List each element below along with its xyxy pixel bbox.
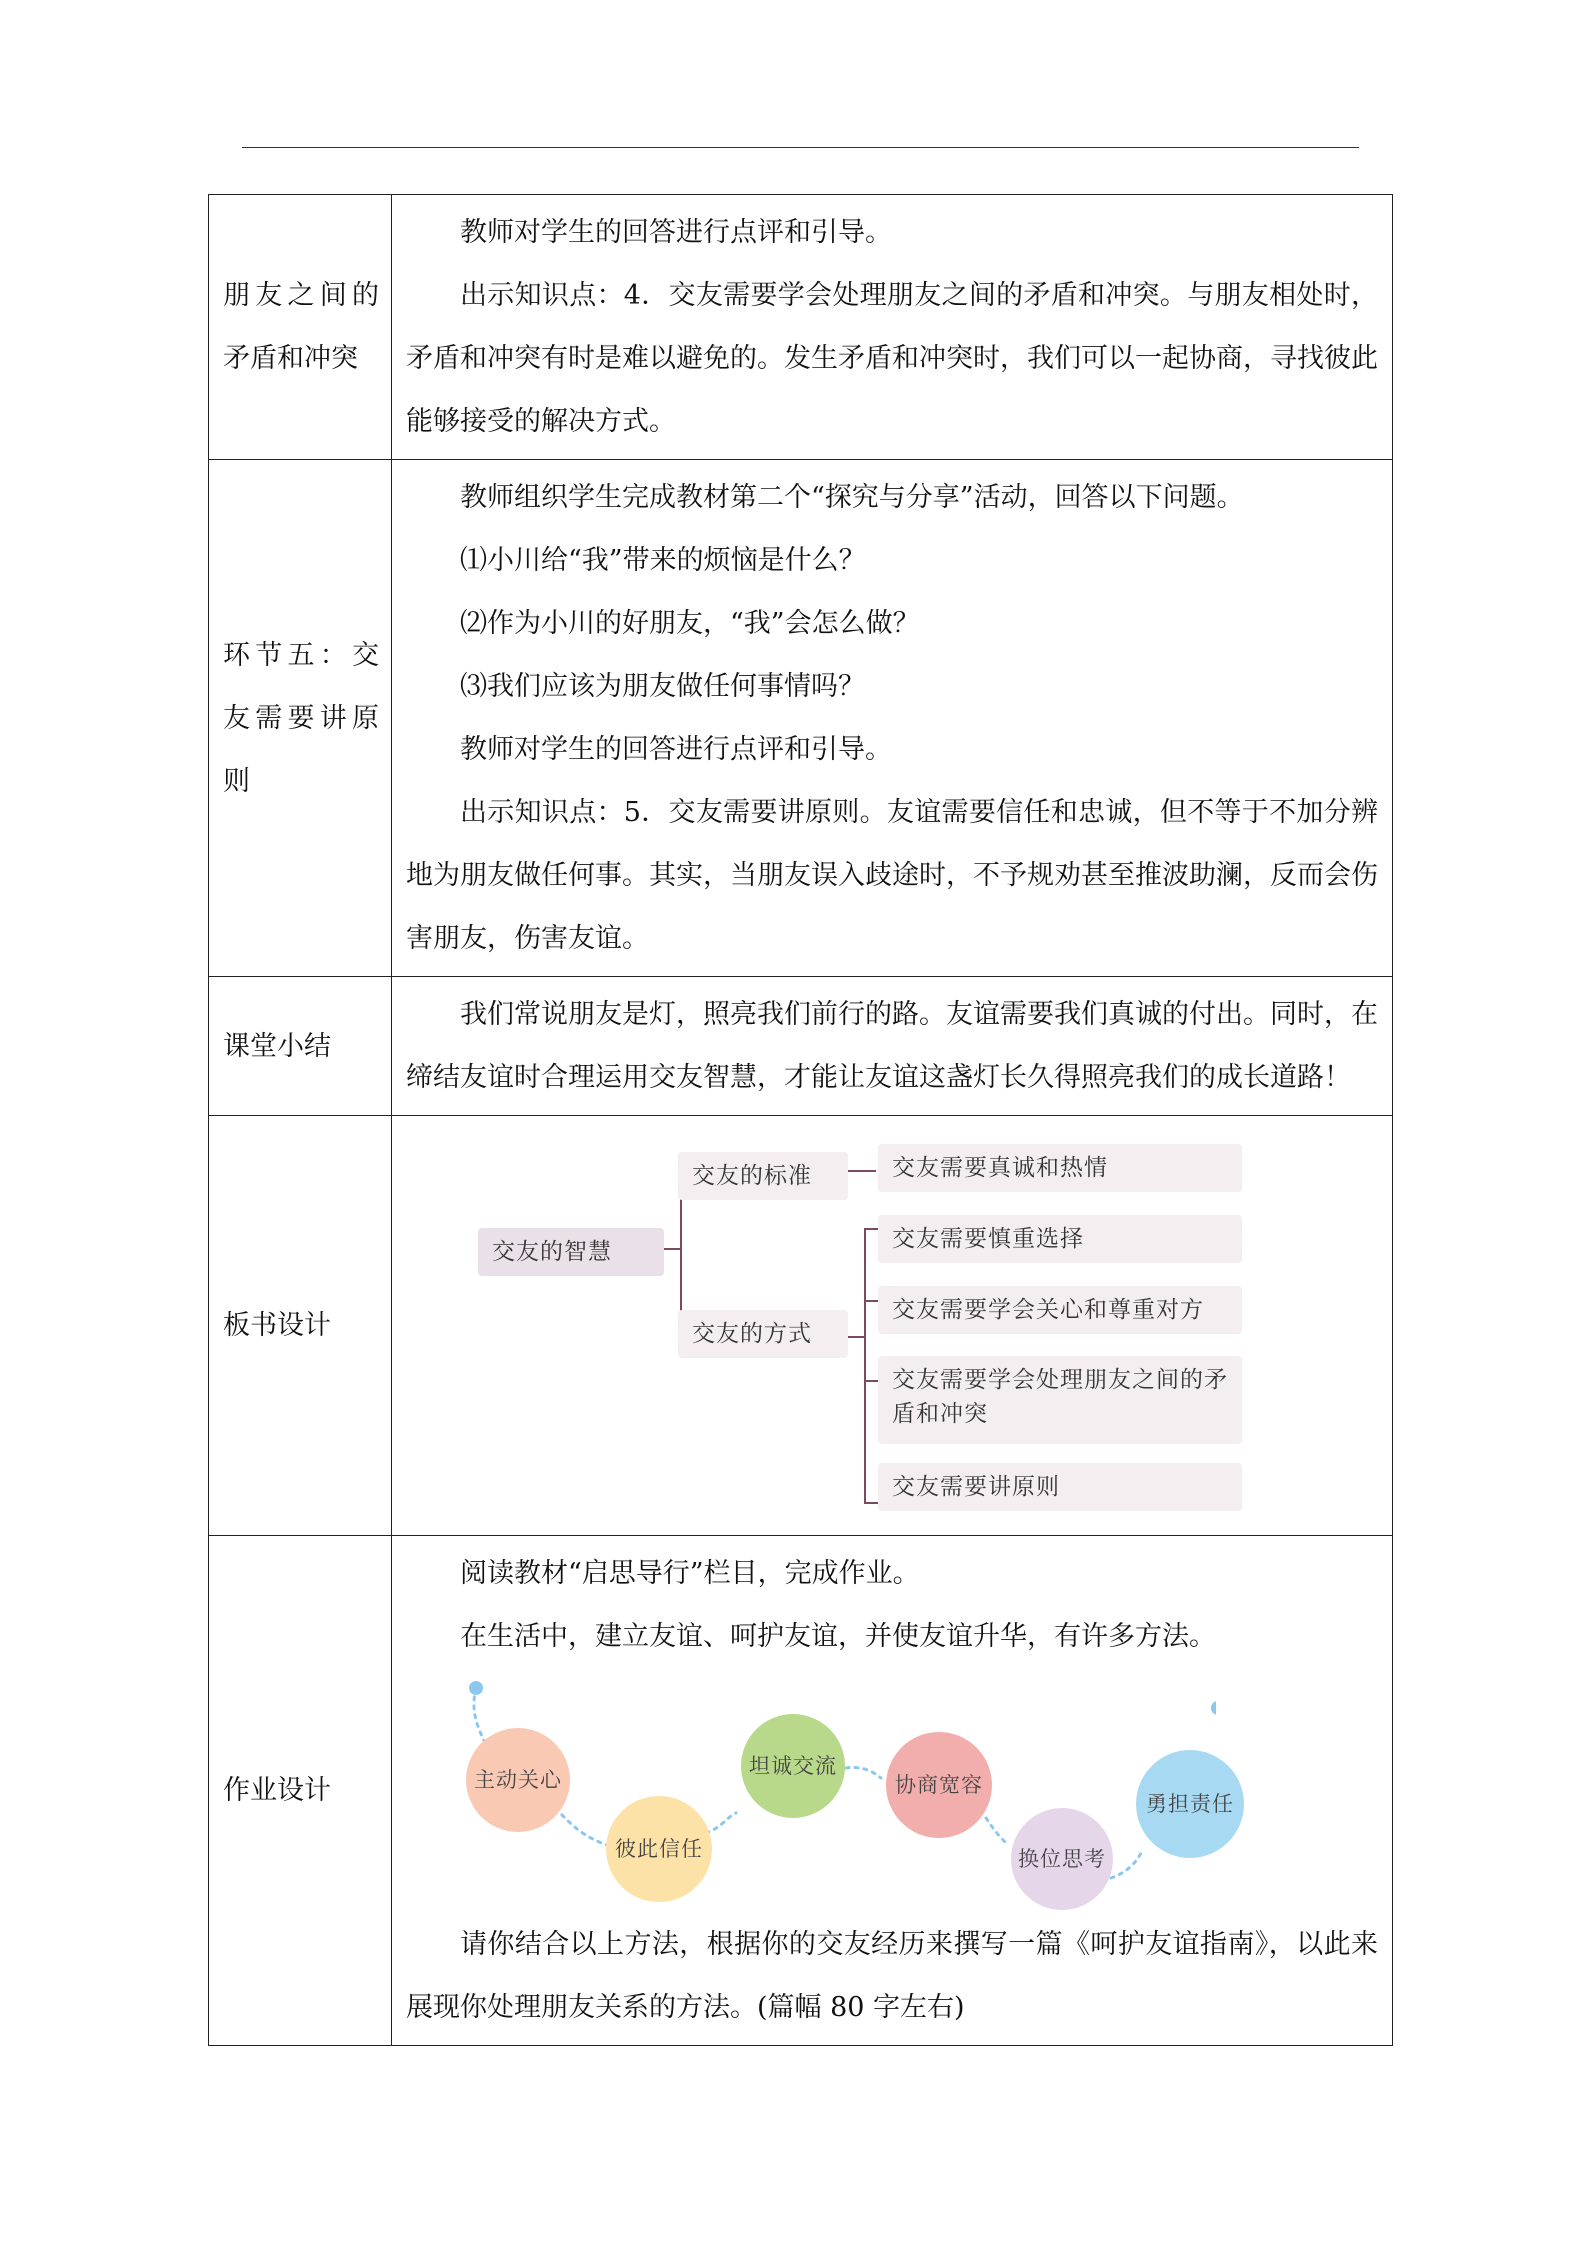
table-row — [209, 195, 1393, 460]
connector-line — [864, 1300, 878, 1302]
paragraph: 阅读教材“启思导行”栏目，完成作业。 — [460, 1558, 920, 1589]
paragraph: 出示知识点：5．交友需要讲原则。友谊需要信任和忠诚，但不等于不加分辨地为朋友做任何事。其实，当朋友误入歧途时，不予规劝甚至推波助澜，反而会伤害朋友，伤害友谊。 — [406, 797, 1378, 954]
row-label: 课堂小结 — [209, 977, 392, 1116]
connector-line — [864, 1502, 878, 1504]
mindmap-root: 交友的智慧 — [478, 1228, 664, 1276]
mindmap-leaf: 交友需要慎重选择 — [878, 1215, 1242, 1263]
bubble-item: 协商宽容 — [886, 1732, 992, 1838]
lesson-plan-table — [208, 194, 1393, 2046]
board-design — [392, 1116, 1393, 1536]
row-content — [392, 1536, 1393, 2046]
row-content — [392, 460, 1393, 977]
connector-line — [664, 1248, 680, 1250]
paragraph: 教师对学生的回答进行点评和引导。 — [460, 217, 892, 248]
row-content — [392, 195, 1393, 460]
mindmap-branch: 交友的方式 — [678, 1310, 848, 1358]
table-row — [209, 460, 1393, 977]
table-row — [209, 977, 1393, 1116]
bubble-item: 勇担责任 — [1136, 1750, 1244, 1858]
method-bubbles — [406, 1668, 1378, 1913]
question-item: ⑵作为小川的好朋友，“我”会怎么做？ — [460, 608, 920, 639]
mindmap-leaf: 交友需要讲原则 — [878, 1463, 1242, 1511]
connector-line — [848, 1336, 864, 1338]
row-label: 板书设计 — [209, 1116, 392, 1536]
bubble-item: 彼此信任 — [606, 1796, 712, 1902]
paragraph: 教师组织学生完成教材第二个“探究与分享”活动，回答以下问题。 — [460, 482, 1244, 513]
connector-line — [848, 1170, 876, 1172]
bubble-item: 坦诚交流 — [741, 1714, 845, 1818]
paragraph: 在生活中，建立友谊、呵护友谊，并使友谊升华，有许多方法。 — [460, 1621, 1216, 1652]
row-label: 作业设计 — [209, 1536, 392, 2046]
question-item: ⑴小川给“我”带来的烦恼是什么？ — [460, 545, 866, 576]
header-rule — [242, 147, 1359, 148]
paragraph: 请你结合以上方法，根据你的交友经历来撰写一篇《呵护友谊指南》，以此来展现你处理朋友关系的方法。(篇幅 80 字左右) — [406, 1929, 1378, 2023]
row-label: 环节五：交友需要讲原则 — [209, 460, 392, 977]
table-row — [209, 1116, 1393, 1536]
mindmap-leaf: 交友需要学会处理朋友之间的矛盾和冲突 — [878, 1356, 1242, 1444]
table-row — [209, 1536, 1393, 2046]
connector-line — [864, 1380, 878, 1382]
mindmap — [392, 1118, 1392, 1533]
mindmap-leaf: 交友需要真诚和热情 — [878, 1144, 1242, 1192]
connector-line — [864, 1228, 878, 1230]
connector-line — [864, 1228, 866, 1504]
row-content — [392, 977, 1393, 1116]
paragraph: 教师对学生的回答进行点评和引导。 — [460, 734, 892, 765]
bubble-item: 主动关心 — [466, 1728, 570, 1832]
paragraph: 出示知识点：4．交友需要学会处理朋友之间的矛盾和冲突。与朋友相处时，矛盾和冲突有时是难以避免的。发生矛盾和冲突时，我们可以一起协商，寻找彼此能够接受的解决方式。 — [406, 280, 1378, 437]
mindmap-branch: 交友的标准 — [678, 1152, 848, 1200]
row-label: 朋友之间的矛盾和冲突 — [209, 195, 392, 460]
mindmap-leaf: 交友需要学会关心和尊重对方 — [878, 1286, 1242, 1334]
bubble-item: 换位思考 — [1011, 1808, 1113, 1910]
question-item: ⑶我们应该为朋友做任何事情吗？ — [460, 671, 865, 702]
paragraph: 我们常说朋友是灯，照亮我们前行的路。友谊需要我们真诚的付出。同时，在缔结友谊时合理运用交友智慧，才能让友谊这盏灯长久得照亮我们的成长道路！ — [406, 999, 1378, 1093]
